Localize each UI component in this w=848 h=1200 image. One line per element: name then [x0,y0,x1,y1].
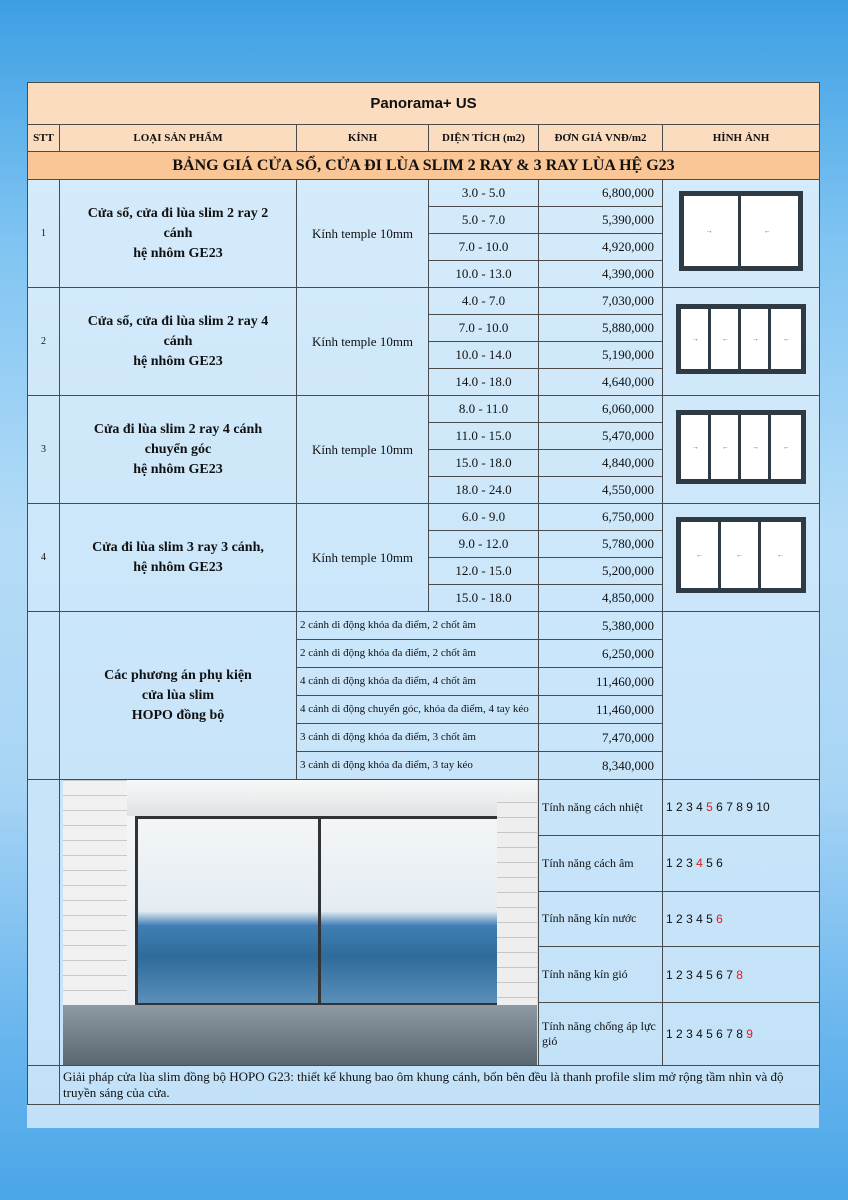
header-stt: STT [28,125,60,152]
sliding-door-diagram-icon [679,191,803,271]
door-pane [684,196,741,266]
slide-arrow-icon: ← [763,227,771,235]
stt-cell: 1 [28,180,60,288]
product-name-line: cánh [163,225,193,241]
rating-number: 10 [756,800,770,815]
rating-number: 4 [696,911,703,926]
rating-number: 7 [726,967,733,982]
rating-number: 1 [666,967,673,982]
price-cell: 5,470,000 [539,423,663,450]
product-name-line: chuyển góc [144,441,212,457]
door-pane [681,522,721,588]
price-cell: 8,340,000 [539,752,663,780]
door-pane [681,309,711,369]
price-cell: 7,030,000 [539,288,663,315]
product-name-line: cánh [163,333,193,349]
rating-number: 1 [666,1027,673,1042]
rating-number: 8 [736,1027,743,1042]
product-name-line: hệ nhôm GE23 [133,245,223,261]
price-cell: 6,800,000 [539,180,663,207]
header-product: LOẠI SẢN PHẨM [60,125,297,152]
price-cell: 4,920,000 [539,234,663,261]
glass-cell: Kính temple 10mm [297,396,429,504]
slide-arrow-icon: ← [783,443,791,451]
price-cell: 4,640,000 [539,369,663,396]
accessory-name-line: cửa lùa slim [141,687,215,703]
table-row [28,180,820,207]
header-area: DIỆN TÍCH (m2) [429,125,539,152]
price-cell: 6,060,000 [539,396,663,423]
footer-row [28,1066,820,1105]
rating-number: 6 [716,856,723,871]
accessory-name-cell [60,612,297,780]
table-row [28,288,820,315]
product-name-line: hệ nhôm GE23 [133,461,223,477]
stt-cell [28,612,60,780]
product-name-line: Cửa sổ, cửa đi lùa slim 2 ray 2 [87,205,269,221]
rating-selected: 8 [736,967,743,982]
area-cell: 15.0 - 18.0 [429,585,539,612]
rating-number: 5 [706,1027,713,1042]
feature-label: Tính năng chống áp lực gió [539,1003,663,1066]
rating-number: 7 [726,800,733,815]
slide-arrow-icon: → [751,443,759,451]
feature-rating-scale [663,835,820,891]
feature-label: Tính năng kín nước [539,891,663,947]
area-cell: 8.0 - 11.0 [429,396,539,423]
area-cell: 5.0 - 7.0 [429,207,539,234]
rating-number: 2 [676,856,683,871]
accessory-desc-cell: 2 cánh di động khóa đa điểm, 2 chốt âm [297,612,539,640]
area-cell: 14.0 - 18.0 [429,369,539,396]
rating-number: 2 [676,967,683,982]
price-cell: 5,200,000 [539,558,663,585]
header-price: ĐƠN GIÁ VNĐ/m2 [539,125,663,152]
price-cell: 4,850,000 [539,585,663,612]
rating-number: 2 [676,911,683,926]
table-title: Panorama+ US [28,83,820,125]
door-diagram-cell [663,504,820,612]
glass-cell: Kính temple 10mm [297,504,429,612]
stt-cell: 2 [28,288,60,396]
product-name-cell [60,180,297,288]
table-row [28,612,820,640]
price-cell: 5,880,000 [539,315,663,342]
accessory-desc-cell: 3 cánh di động khóa đa điểm, 3 tay kéo [297,752,539,780]
door-diagram-cell [663,288,820,396]
footer-empty-cell [28,1066,60,1105]
rating-number: 3 [686,800,693,815]
header-glass: KÍNH [297,125,429,152]
glass-cell: Kính temple 10mm [297,180,429,288]
rating-number: 6 [716,967,723,982]
accessory-name-line: Các phương án phụ kiện [104,667,252,683]
price-cell: 5,190,000 [539,342,663,369]
slide-arrow-icon: ← [783,335,791,343]
area-cell: 7.0 - 10.0 [429,315,539,342]
rating-number: 2 [676,800,683,815]
rating-number: 5 [706,856,713,871]
accessory-desc-cell: 3 cánh di động khóa đa điểm, 3 chốt âm [297,724,539,752]
table-row [28,396,820,423]
feature-rating-scale [663,780,820,836]
product-name-line: Cửa đi lùa slim 2 ray 4 cánh [93,421,263,437]
rating-number: 6 [716,800,723,815]
slide-arrow-icon: ← [721,443,729,451]
feature-label: Tính năng kín gió [539,947,663,1003]
price-cell: 11,460,000 [539,668,663,696]
feature-row [28,780,820,836]
rating-selected: 6 [716,911,723,926]
door-diagram-cell [663,396,820,504]
rating-number: 4 [696,967,703,982]
rating-number: 1 [666,856,673,871]
room-sea-view-photo [63,780,537,1065]
area-cell: 10.0 - 14.0 [429,342,539,369]
door-pane [761,522,801,588]
door-pane [711,309,741,369]
product-name-cell [60,288,297,396]
rating-selected: 9 [746,1027,753,1042]
product-name-line: Cửa sổ, cửa đi lùa slim 2 ray 4 [87,313,269,329]
product-name-line: hệ nhôm GE23 [133,559,223,575]
rating-number: 5 [706,911,713,926]
product-name-cell [60,396,297,504]
accessory-name-line: HOPO đồng bộ [131,707,225,723]
area-cell: 3.0 - 5.0 [429,180,539,207]
feature-rating-scale [663,891,820,947]
table-row [28,504,820,531]
door-pane [741,309,771,369]
area-cell: 7.0 - 10.0 [429,234,539,261]
area-cell: 12.0 - 15.0 [429,558,539,585]
area-cell: 6.0 - 9.0 [429,504,539,531]
door-pane [741,196,798,266]
slide-arrow-icon: → [691,335,699,343]
slide-arrow-icon: ← [721,335,729,343]
rating-number: 3 [686,967,693,982]
floor [63,1005,537,1065]
slide-arrow-icon: → [691,443,699,451]
price-table [27,82,820,1105]
rating-number: 3 [686,1027,693,1042]
section-title: BẢNG GIÁ CỬA SỔ, CỬA ĐI LÙA SLIM 2 RAY & 3 RAY LÙA HỆ G23 [28,152,820,180]
ceiling [63,780,537,816]
rating-number: 4 [696,800,703,815]
stt-cell: 3 [28,396,60,504]
rating-number: 7 [726,1027,733,1042]
empty-image-cell [663,612,820,780]
rating-number: 9 [746,800,753,815]
product-name-cell [60,504,297,612]
rating-number: 1 [666,911,673,926]
feature-label: Tính năng cách nhiệt [539,780,663,836]
price-cell: 4,840,000 [539,450,663,477]
area-cell: 10.0 - 13.0 [429,261,539,288]
rating-number: 3 [686,911,693,926]
price-cell: 5,780,000 [539,531,663,558]
price-cell: 11,460,000 [539,696,663,724]
area-cell: 15.0 - 18.0 [429,450,539,477]
product-name-line: hệ nhôm GE23 [133,353,223,369]
window-mullion [318,819,321,1003]
feature-rating-scale [663,947,820,1003]
accessory-desc-cell: 2 cánh di động khóa đa điểm, 2 chốt âm [297,640,539,668]
photo-cell [60,780,539,1066]
sliding-door-diagram-icon [676,304,806,374]
glass-cell: Kính temple 10mm [297,288,429,396]
area-cell: 4.0 - 7.0 [429,288,539,315]
rating-number: 5 [706,967,713,982]
stt-cell [28,780,60,1066]
rating-number: 4 [696,1027,703,1042]
door-pane [711,415,741,479]
sliding-door-diagram-icon [676,517,806,593]
price-cell: 6,750,000 [539,504,663,531]
slide-arrow-icon: ← [777,551,785,559]
door-pane [681,415,711,479]
panorama-window [135,816,500,1006]
door-diagram-cell [663,180,820,288]
area-cell: 9.0 - 12.0 [429,531,539,558]
slide-arrow-icon: ← [735,551,743,559]
price-cell: 4,390,000 [539,261,663,288]
slide-arrow-icon: → [751,335,759,343]
product-name-line: Cửa đi lùa slim 3 ray 3 cánh, [92,539,264,555]
price-cell: 6,250,000 [539,640,663,668]
sliding-door-diagram-icon [676,410,806,484]
price-cell: 5,390,000 [539,207,663,234]
rating-number: 8 [736,800,743,815]
area-cell: 18.0 - 24.0 [429,477,539,504]
price-cell: 7,470,000 [539,724,663,752]
header-image: HÌNH ẢNH [663,125,820,152]
door-pane [721,522,761,588]
rating-number: 2 [676,1027,683,1042]
feature-rating-scale [663,1003,820,1066]
accessory-desc-cell: 4 cánh di động khóa đa điểm, 4 chốt âm [297,668,539,696]
stt-cell: 4 [28,504,60,612]
feature-label: Tính năng cách âm [539,835,663,891]
door-pane [771,309,801,369]
slide-arrow-icon: → [705,227,713,235]
rating-selected: 4 [696,856,703,871]
area-cell: 11.0 - 15.0 [429,423,539,450]
rating-selected: 5 [706,800,713,815]
footer-description: Giải pháp cửa lùa slim đồng bộ HOPO G23: thiết kế khung bao ôm khung cánh, bốn bên đều là thanh profile slim mở rộng tầm nhìn và độ truyền sáng của cửa. [60,1066,820,1105]
accessory-desc-cell: 4 cánh di động chuyển góc, khóa đa điểm, 4 tay kéo [297,696,539,724]
price-cell: 5,380,000 [539,612,663,640]
price-cell: 4,550,000 [539,477,663,504]
slide-arrow-icon: ← [695,551,703,559]
rating-number: 6 [716,1027,723,1042]
door-pane [771,415,801,479]
rating-number: 1 [666,800,673,815]
door-pane [741,415,771,479]
rating-number: 3 [686,856,693,871]
